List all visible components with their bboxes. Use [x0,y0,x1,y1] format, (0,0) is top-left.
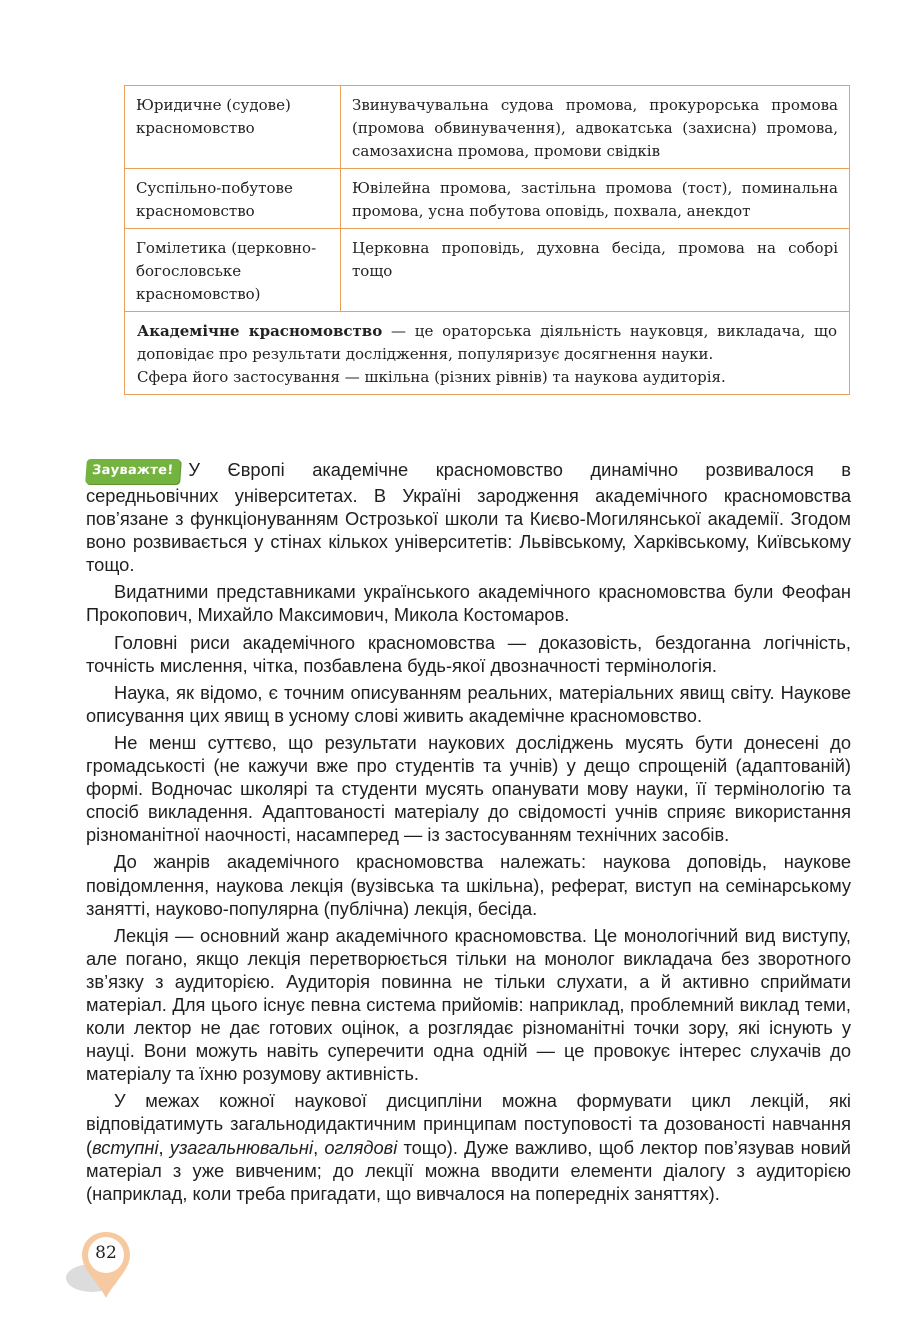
rhetoric-types-table [124,85,850,395]
table-row [125,86,850,169]
page-number: 82 [95,1243,117,1263]
academic-rhetoric-definition [137,320,837,366]
academic-rhetoric-note [125,312,850,395]
note-badge: Зауважте! [85,459,181,484]
table-cell-genres: Звинувачувальна судова промова, прокурорська промова (промова обвинувачення), адвокатська (захисна) промова, самозахисна промова, промови свідків [341,86,850,169]
table-cell-genres: Церковна проповідь, духовна бесіда, промова на соборі тощо [341,229,850,312]
italic-term: вступні [92,1136,159,1158]
note-scope: Сфера його застосування — шкільна (різних рівнів) та наукова аудиторія. [137,368,726,386]
note-term: Академічне красномовство [137,322,383,340]
italic-term: узагальнювальні [169,1136,314,1158]
paragraph: Лекція — основний жанр академічного красномовства. Це монологічний вид виступу, але погано, якщо лекція перетворюється тільки на монолог викладача без зворотного зв’язку з аудиторією. Аудиторія повинна не тільки слухати, а й активно сприймати матеріал. Для цього існує певна система прийомів: наприклад, проблемний виклад теми, коли лектор не дає готових оцінок, а розглядає різноманітні точки зору, які існують у науці. Вони можуть навіть суперечити одна одній — це провокує інтерес слухачів до матеріалу та їхню розумову активність. [86,924,851,1085]
note-definition: — це ораторська діяльність науковця, викладача, що доповідає про результати дослідження, популяризує досягнення науки. [137,322,837,363]
separator: , [313,1136,325,1158]
table-cell-type: Юридичне (судове) красномовство [125,86,341,169]
separator: , [158,1136,170,1158]
table-cell-genres: Ювілейна промова, застільна промова (тост), поминальна промова, усна побутова оповідь, похвала, анекдот [341,169,850,229]
table-cell-type: Суспільно-побутове красномовство [125,169,341,229]
paragraph: Наука, як відомо, є точним описуванням реальних, матеріальних явищ світу. Наукове описування цих явищ в усному слові живить академічне красномовство. [86,681,851,726]
paragraph-text: тощо). Дуже важливо, щоб лектор пов’язував новий матеріал з уже вивченим; до лекції можна вводити елементи діалогу з аудиторією (наприклад, коли треба пригадати, що вивчалося на попередніх заняттях). [86,1136,851,1204]
table-row [125,169,850,229]
paragraph: Головні риси академічного красномовства — доказовість, бездоганна логічність, точність мислення, чітка, позбавлена будь-якої двозначності термінологія. [86,631,851,676]
italic-term: оглядові [324,1136,398,1158]
paragraph: До жанрів академічного красномовства належать: наукова доповідь, наукове повідомлення, наукова лекція (вузівська та шкільна), реферат, виступ на семінарському занятті, науково-популярна (публічна) лекція, бесіда. [86,851,851,919]
page-number-marker-icon [66,1228,156,1308]
paragraph-text: У межах кожної наукової дисципліни можна формувати цикл лекцій, які відповідатимуть загальнодидактичним принципам поступовості та дозованості навчання ( [86,1090,851,1158]
main-text [86,458,851,1209]
paragraph: Видатними представниками українського академічного красномовства були Феофан Прокопович, Михайло Максимович, Микола Костомаров. [86,581,851,626]
table-cell-type: Гомілетика (церковно-богословське красномовство) [125,229,341,312]
paragraph [86,1089,851,1204]
paragraph [86,458,851,576]
table-row [125,229,850,312]
paragraph-text: У Європі академічне красномовство динамічно розвивалося в середньовічних університетах. В Україні зародження академічного красномовства пов’язане з функціонуванням Острозької школи та Києво-Могилянської академії. Згодом воно розвивається у стінах кількох університетів: Львівському, Харківському, Київському тощо. [86,459,851,576]
paragraph: Не менш суттєво, що результати наукових досліджень мусять бути донесені до громадськості (не кажучи вже про студентів та учнів) у дещо спрощеній (адаптованій) формі. Водночас школярі та студенти мусять опанувати мову науки, її термінологію та спосіб викладення. Адаптованості матеріалу до свідомості учнів сприяє використання різноманітної наочності, насамперед — із застосуванням технічних засобів. [86,731,851,846]
table-note-row [125,312,850,395]
